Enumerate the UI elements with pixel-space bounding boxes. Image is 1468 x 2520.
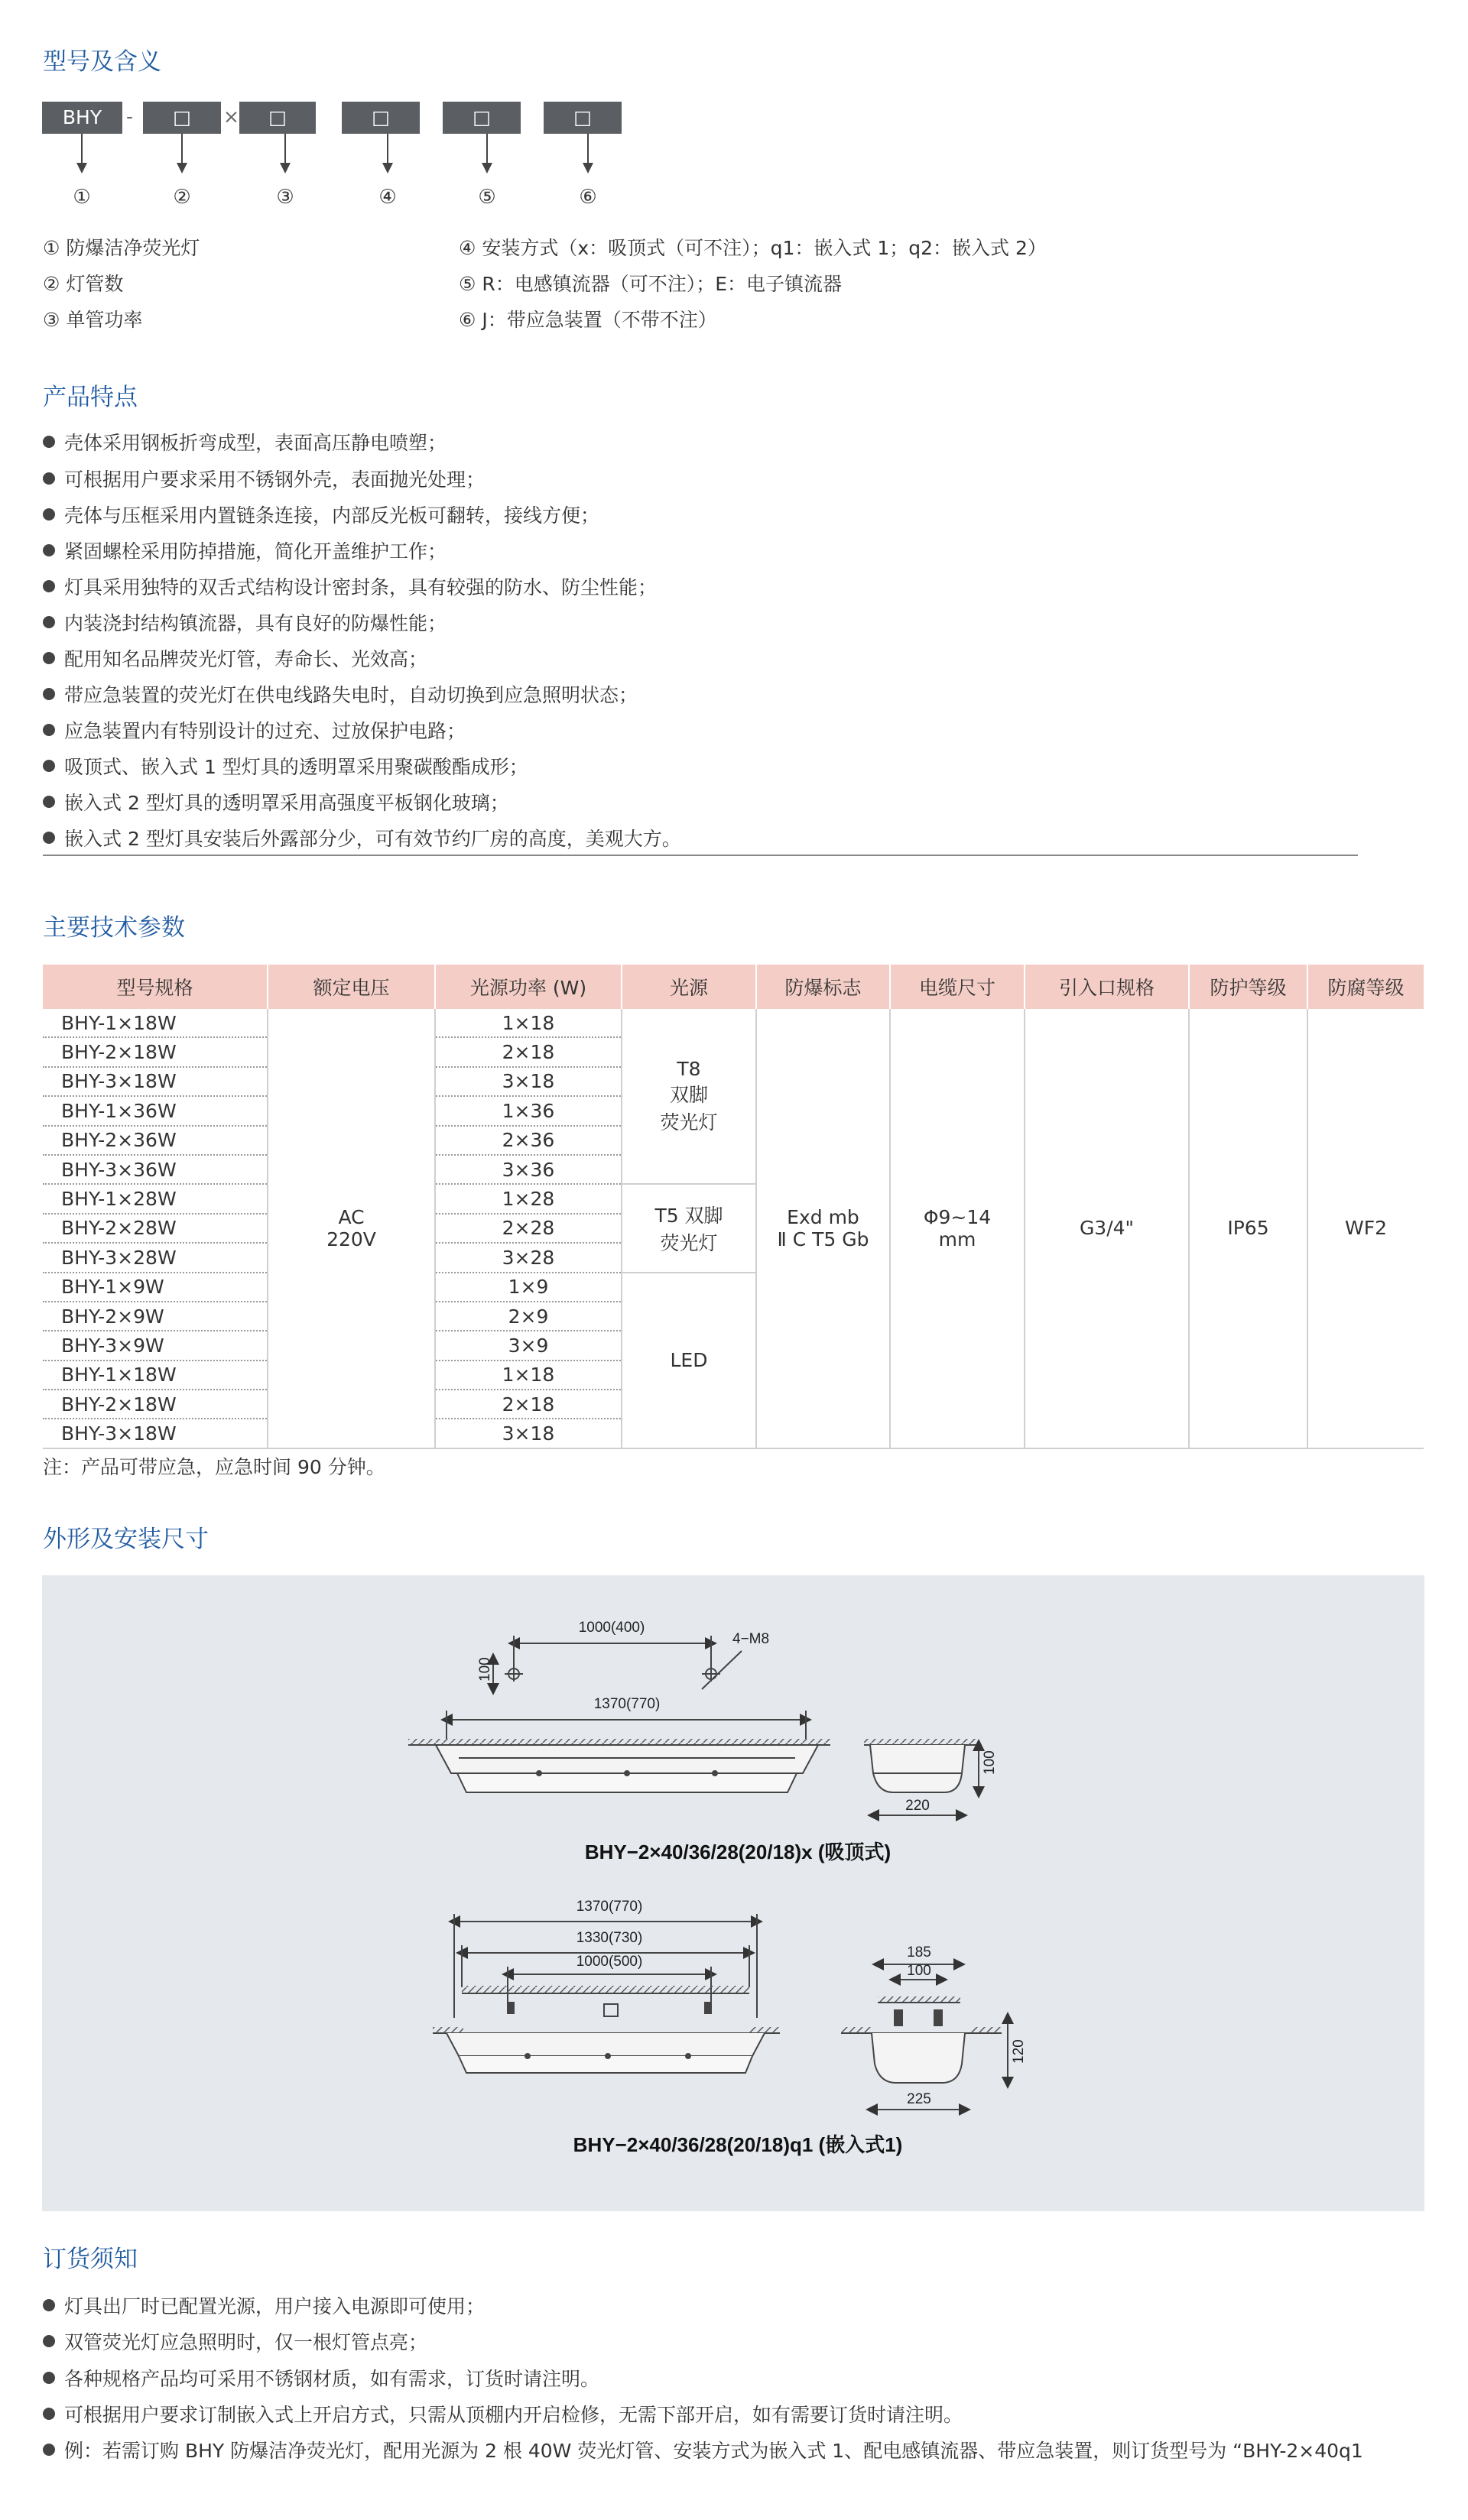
cell-model: BHY-3×9W bbox=[43, 1331, 268, 1360]
cell-model: BHY-3×18W bbox=[43, 1067, 268, 1096]
section-title-params: 主要技术参数 bbox=[43, 914, 185, 942]
cell-ex-mark: Exd mb Ⅱ C T5 Gb bbox=[756, 1009, 890, 1448]
code-dash: - bbox=[126, 105, 134, 128]
order-item: 各种规格产品均可采用不锈钢材质，如有需求，订货时请注明。 bbox=[43, 2364, 599, 2392]
code-box-3: □ bbox=[239, 102, 316, 134]
feature-item: 吸顶式、嵌入式 1 型灯具的透明罩采用聚碳酸酯成形； bbox=[43, 752, 528, 780]
marker-4: ④ bbox=[378, 186, 397, 209]
cell-power: 2×36 bbox=[435, 1126, 622, 1155]
top-drawing bbox=[408, 1636, 979, 1815]
code-prefix-box: BHY bbox=[42, 102, 122, 134]
feature-item: 嵌入式 2 型灯具的透明罩采用高强度平板钢化玻璃； bbox=[43, 788, 509, 816]
th-cable: 电缆尺寸 bbox=[890, 965, 1025, 1009]
feature-item: 内装浇封结构镇流器，具有良好的防爆性能； bbox=[43, 608, 447, 636]
marker-2: ② bbox=[173, 186, 191, 209]
code-box-5: □ bbox=[443, 102, 521, 134]
th-ex: 防爆标志 bbox=[756, 965, 890, 1009]
cell-voltage: AC 220V bbox=[268, 1009, 435, 1448]
feature-item: 带应急装置的荧光灯在供电线路失电时，自动切换到应急照明状态； bbox=[43, 680, 638, 708]
feature-item: 可根据用户要求采用不锈钢外壳，表面抛光处理； bbox=[43, 465, 485, 492]
model-note-5: ⑤ R：电感镇流器（可不注）；E：电子镇流器 bbox=[459, 273, 843, 295]
code-box-4: □ bbox=[342, 102, 420, 134]
cell-model: BHY-1×28W bbox=[43, 1184, 268, 1213]
feature-item: 配用知名品牌荧光灯管，寿命长、光效高； bbox=[43, 644, 427, 672]
th-model: 型号规格 bbox=[43, 965, 268, 1009]
feature-item: 紧固螺栓采用防掉措施，简化开盖维护工作； bbox=[43, 537, 447, 564]
th-source: 光源 bbox=[622, 965, 756, 1009]
cell-model: BHY-3×28W bbox=[43, 1243, 268, 1272]
caption-surface: BHY−2×40/36/28(20/18)x (吸顶式) bbox=[584, 1841, 892, 1863]
cell-power: 1×18 bbox=[435, 1361, 622, 1390]
code-box-6: □ bbox=[544, 102, 622, 134]
bullet-dot bbox=[43, 2372, 55, 2384]
feature-item: 壳体采用钢板折弯成型，表面高压静电喷塑； bbox=[43, 428, 447, 456]
cell-model: BHY-1×36W bbox=[43, 1096, 268, 1125]
cell-power: 3×36 bbox=[435, 1155, 622, 1184]
cell-model: BHY-3×36W bbox=[43, 1155, 268, 1184]
th-entry: 引入口规格 bbox=[1025, 965, 1189, 1009]
cell-power: 2×18 bbox=[435, 1037, 622, 1066]
cell-model: BHY-3×18W bbox=[43, 1419, 268, 1448]
code-times: × bbox=[223, 105, 239, 128]
order-item: 灯具出厂时已配置光源，用户接入电源即可使用； bbox=[43, 2291, 485, 2319]
dim-top-1000: 1000(400) bbox=[578, 1620, 645, 1636]
model-note-1: ① 防爆洁净荧光灯 bbox=[43, 237, 200, 259]
feature-item: 灯具采用独特的双舌式结构设计密封条，具有较强的防水、防尘性能； bbox=[43, 572, 657, 600]
order-item: 双管荧光灯应急照明时，仅一根灯管点亮； bbox=[43, 2327, 427, 2355]
bullet-dot bbox=[43, 2408, 55, 2420]
code-box-2: □ bbox=[143, 102, 221, 134]
bottom-drawing bbox=[433, 1914, 1008, 2110]
dim-top-1370: 1370(770) bbox=[593, 1696, 661, 1712]
cell-power: 2×9 bbox=[435, 1302, 622, 1331]
bullet-dot bbox=[43, 2444, 55, 2456]
cell-model: BHY-2×18W bbox=[43, 1037, 268, 1066]
cell-power: 1×9 bbox=[435, 1273, 622, 1302]
order-item: 可根据用户要求订制嵌入式上开启方式，只需从顶棚内开启检修，无需下部开启，如有需要订货时请注明。 bbox=[43, 2400, 963, 2428]
cell-power: 2×18 bbox=[435, 1390, 622, 1419]
cell-power: 1×28 bbox=[435, 1184, 622, 1213]
cell-model: BHY-1×9W bbox=[43, 1273, 268, 1302]
cell-source-t8: T8 双脚 荧光灯 bbox=[622, 1009, 756, 1184]
th-ip: 防护等级 bbox=[1189, 965, 1307, 1009]
cell-model: BHY-2×18W bbox=[43, 1390, 268, 1419]
bullet-dot bbox=[43, 2299, 55, 2311]
dim-top-bolt: 4−M8 bbox=[732, 1631, 770, 1647]
cell-entry: G3/4" bbox=[1025, 1009, 1189, 1448]
cell-cable: Φ9~14 mm bbox=[890, 1009, 1025, 1448]
feature-item: 嵌入式 2 型灯具安装后外露部分少，可有效节约厂房的高度，美观大方。 bbox=[43, 824, 681, 851]
cell-model: BHY-1×18W bbox=[43, 1009, 268, 1037]
marker-6: ⑥ bbox=[579, 186, 597, 209]
cell-model: BHY-2×9W bbox=[43, 1302, 268, 1331]
dim-mid-1370: 1370(770) bbox=[576, 1899, 643, 1915]
th-wf: 防腐等级 bbox=[1307, 965, 1424, 1009]
dim-mid-1330: 1330(730) bbox=[576, 1930, 643, 1946]
cell-model: BHY-2×28W bbox=[43, 1214, 268, 1243]
cell-model: BHY-2×36W bbox=[43, 1126, 268, 1155]
model-note-3: ③ 单管功率 bbox=[43, 309, 143, 331]
dim-mid-100: 100 bbox=[907, 1963, 931, 1979]
cell-power: 1×18 bbox=[435, 1009, 622, 1037]
feature-item: 应急装置内有特别设计的过充、过放保护电路； bbox=[43, 716, 466, 744]
cell-power: 1×36 bbox=[435, 1096, 622, 1125]
dim-top-100: 100 bbox=[477, 1657, 493, 1682]
dim-top-side-w: 220 bbox=[905, 1798, 930, 1814]
section-title-model: 型号及含义 bbox=[43, 48, 161, 76]
dim-top-side-h: 100 bbox=[982, 1750, 998, 1775]
order-item: 例：若需订购 BHY 防爆洁净荧光灯，配用光源为 2 根 40W 荧光灯管、安装方式为嵌入式 1、配电感镇流器、带应急装置，则订货型号为 “BHY-2×40q1 bbox=[43, 2436, 1468, 2463]
model-note-6: ⑥ J：带应急装置（不带不注） bbox=[459, 309, 717, 331]
th-power: 光源功率 (W) bbox=[435, 965, 622, 1009]
cell-ip: IP65 bbox=[1189, 1009, 1307, 1448]
cell-wf: WF2 bbox=[1307, 1009, 1424, 1448]
cell-power: 3×9 bbox=[435, 1331, 622, 1360]
cell-power: 3×28 bbox=[435, 1243, 622, 1272]
dim-mid-1000: 1000(500) bbox=[576, 1954, 643, 1970]
marker-5: ⑤ bbox=[478, 186, 496, 209]
cell-source-led: LED bbox=[622, 1273, 756, 1448]
model-note-4: ④ 安装方式（x：吸顶式（可不注）；q1：嵌入式 1；q2：嵌入式 2） bbox=[459, 237, 1047, 259]
th-voltage: 额定电压 bbox=[268, 965, 435, 1009]
section-title-dims: 外形及安装尺寸 bbox=[43, 1526, 209, 1553]
feature-item: 壳体与压框采用内置链条连接，内部反光板可翻转，接线方便； bbox=[43, 501, 599, 528]
cell-source-t5: T5 双脚 荧光灯 bbox=[622, 1184, 756, 1272]
bullet-dot bbox=[43, 2335, 55, 2347]
dim-mid-120: 120 bbox=[1011, 2039, 1027, 2064]
cell-power: 3×18 bbox=[435, 1067, 622, 1096]
dim-mid-225: 225 bbox=[907, 2091, 931, 2107]
marker-3: ③ bbox=[276, 186, 294, 209]
marker-1: ① bbox=[73, 186, 91, 209]
model-note-2: ② 灯管数 bbox=[43, 273, 124, 295]
caption-embedded: BHY−2×40/36/28(20/18)q1 (嵌入式1) bbox=[573, 2133, 903, 2156]
table-note: 注：产品可带应急，应急时间 90 分钟。 bbox=[43, 1456, 385, 1478]
cell-power: 2×28 bbox=[435, 1214, 622, 1243]
cell-power: 3×18 bbox=[435, 1419, 622, 1448]
dim-mid-185: 185 bbox=[907, 1944, 931, 1961]
section-title-features: 产品特点 bbox=[43, 384, 138, 411]
cell-model: BHY-1×18W bbox=[43, 1361, 268, 1390]
section-title-order: 订货须知 bbox=[43, 2246, 138, 2273]
